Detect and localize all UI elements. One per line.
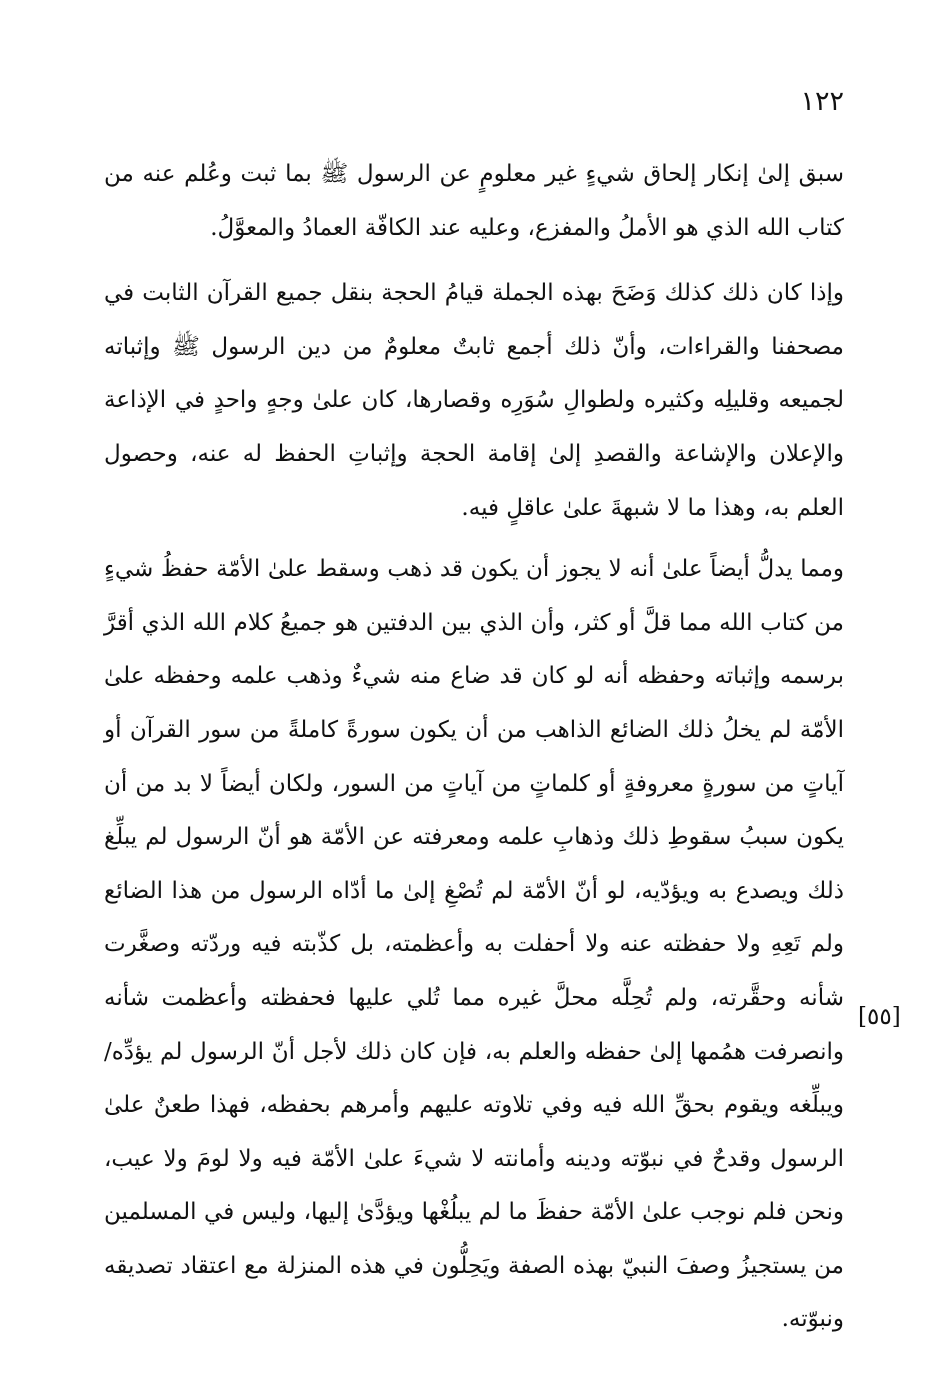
paragraph-2: وإذا كان ذلك كذلك وَضَحَ بهذه الجملة قيامُ الحجة بنقل جميع القرآن الثابت في مصحفنا والقراءات، وأنّ ذلك أجمع ثابتٌ معلومٌ من دين الرسول ﷺ وإثباته لجميعه وقليلِه وكثيره ولطوالِ سُوَرِه وقصارها، كان علىٰ وجهٍ واحدٍ في الإذاعة والإعلان والإشاعة والقصدِ إلىٰ إقامة الحجة وإثباتِ الحفظ له عنه، وحصول العلم به، وهذا ما لا شبهةَ علىٰ عاقلٍ فيه. — [104, 280, 844, 521]
paragraph-3: ومما يدلُّ أيضاً علىٰ أنه لا يجوز أن يكون قد ذهب وسقط علىٰ الأمّة حفظُ شيءٍ من كتاب الله مما قلَّ أو كثر، وأن الذي بين الدفتين هو جميعُ كلام الله الذي أقرَّ برسمه وإثباته وحفظه أنه لو كان قد ضاع منه شيءٌ وذهب علمه وحفظه علىٰ الأمّة لم يخلُ ذلك الضائع الذاهب من أن يكون سورةً كاملةً من سور القرآن أو آياتٍ من سورةٍ معروفةٍ أو كلماتٍ من آياتٍ من السور، ولكان أيضاً لا بد من أن يكون سببُ سقوطِ ذلك وذهابِ علمه ومعرفته عن الأمّة هو أنّ الرسول لم يبلِّغ ذلك ويصدع به ويؤدّيه، لو أنّ الأمّة لم تُصْغِ إلىٰ ما أدّاه الرسول من هذا الضائع ولم تَعِهِ ولا حفظته عنه ولا أحفلت به وأعظمته، بل كذّبته فيه وردّته وصغَّرت شأنه وحقَّرته، ولم تُحِلَّه محلَّ غيره مما تُلي عليها فحفظته وأعظمت شأنه وانصرفت همُمها إلىٰ حفظه والعلم به، فإن كان ذلك لأجل أنّ الرسول لم يؤدِّه/ ويبلِّغه ويقوم بحقِّ الله فيه وفي تلاوته عليهم وأمرهم بحفظه، فهذا طعنٌ علىٰ الرسول وقدحٌ في نبوّته ودينه وأمانته لا شيءَ علىٰ الأمّة فيه ولا لومَ ولا عيب، ونحن فلم نوجب علىٰ الأمّة حفظَ ما لم يبلُغْها ويؤدَّىٰ إليها، وليس في المسلمين من يستجيزُ وصفَ النبيّ بهذه الصفة ويَحِلُّون في هذه المنزلة مع اعتقاد تصديقه ونبوّته. — [104, 556, 844, 1333]
page-number: ١٢٢ — [800, 86, 844, 117]
paragraph-1: سبق إلىٰ إنكار إلحاق شيءٍ غير معلومٍ عن الرسول ﷺ بما ثبت وعُلم عنه من كتاب الله الذي هو الأملُ والمفزع، وعليه عند الكافّة العمادُ والمعوَّلُ. — [104, 161, 844, 241]
main-text — [104, 148, 844, 1347]
manuscript-folio-marker: [٥٥] — [858, 1004, 901, 1030]
